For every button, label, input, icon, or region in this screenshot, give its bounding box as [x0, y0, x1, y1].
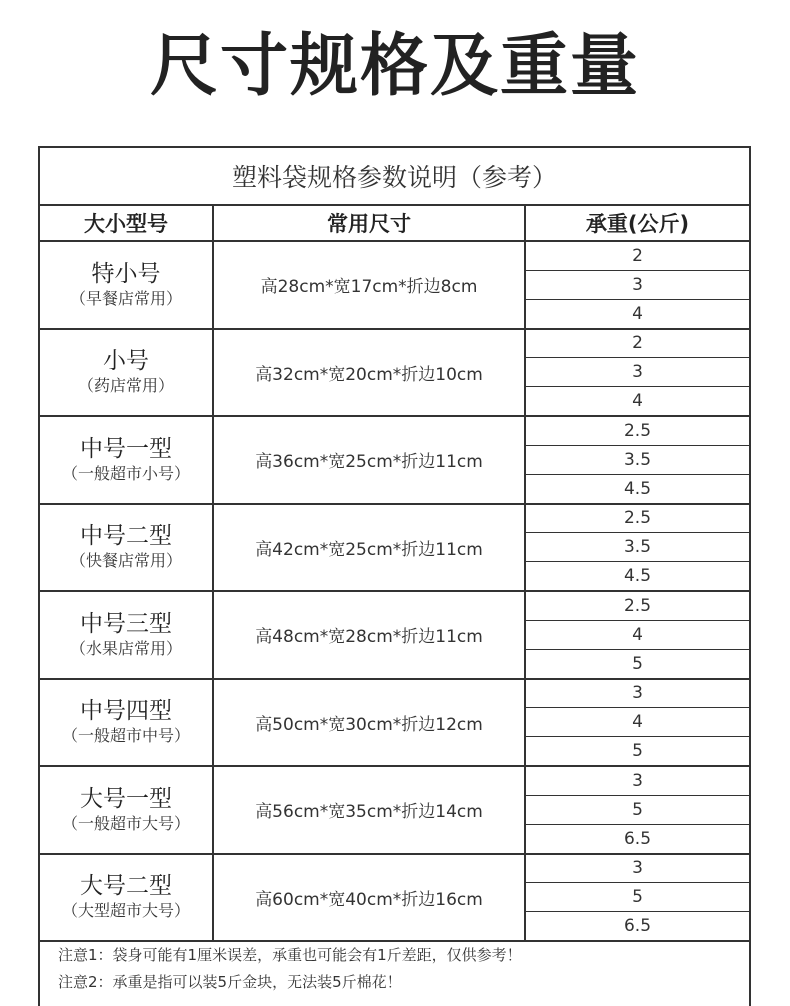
weight-cell: 3 — [632, 683, 643, 704]
model-name: 中号四型 — [80, 698, 172, 725]
model-name: 中号二型 — [80, 523, 172, 550]
model-usage: （快餐店常用） — [69, 551, 182, 571]
weight-cell: 5 — [526, 736, 749, 765]
header-model: 大小型号 — [40, 206, 214, 242]
weight-cells — [526, 680, 749, 766]
weight-cells — [526, 767, 749, 853]
weight-cells — [526, 855, 749, 941]
model-cell — [40, 417, 214, 503]
weight-cell: 3 — [526, 270, 749, 299]
model-cell — [40, 855, 214, 941]
weight-cells — [526, 330, 749, 416]
size-cell: 高60cm*宽40cm*折边16cm — [214, 855, 526, 941]
weight-cell: 3.5 — [526, 445, 749, 474]
weight-cell: 4.5 — [526, 561, 749, 590]
table-row — [40, 242, 749, 330]
weight-cells — [526, 242, 749, 328]
model-cell — [40, 592, 214, 678]
spec-table — [38, 146, 751, 1006]
size-cell: 高56cm*宽35cm*折边14cm — [214, 767, 526, 853]
weight-cell: 4 — [526, 620, 749, 649]
notes — [58, 942, 522, 996]
model-usage: （一般超市大号） — [61, 813, 190, 833]
table-row — [40, 592, 749, 680]
table-row — [40, 417, 749, 505]
weight-cell: 5 — [526, 649, 749, 678]
weight-cell: 5 — [526, 795, 749, 824]
weight-cell: 4 — [526, 299, 749, 328]
weight-cell: 4.5 — [526, 474, 749, 503]
size-cell: 高28cm*宽17cm*折边8cm — [214, 242, 526, 328]
note-1: 注意1：袋身可能有1厘米误差，承重也可能会有1斤差距，仅供参考！ — [58, 946, 522, 964]
model-usage: （早餐店常用） — [69, 288, 182, 308]
weight-cell: 6.5 — [526, 911, 749, 940]
weight-cell: 4 — [526, 707, 749, 736]
table-row — [40, 855, 749, 943]
model-name: 大号二型 — [80, 873, 172, 900]
weight-cell: 3 — [632, 858, 643, 879]
table-row — [40, 767, 749, 855]
weight-cell: 2.5 — [623, 595, 652, 616]
weight-cell: 2 — [632, 333, 643, 354]
model-usage: （大型超市大号） — [61, 901, 190, 921]
weight-cell: 2.5 — [623, 508, 652, 529]
table-row — [40, 505, 749, 593]
header-size: 常用尺寸 — [214, 206, 526, 242]
size-cell: 高36cm*宽25cm*折边11cm — [214, 417, 526, 503]
weight-cells — [526, 592, 749, 678]
weight-cell: 6.5 — [526, 824, 749, 853]
weight-cell: 2.5 — [623, 420, 652, 441]
weight-cell: 2 — [632, 245, 643, 266]
model-cell — [40, 242, 214, 328]
header-weight: 承重(公斤) — [526, 206, 749, 242]
model-usage: （药店常用） — [77, 376, 174, 396]
weight-cell: 3.5 — [526, 532, 749, 561]
weight-cell: 4 — [526, 386, 749, 415]
model-cell — [40, 505, 214, 591]
page-title: 尺寸规格及重量 — [149, 27, 640, 106]
model-cell — [40, 680, 214, 766]
size-cell: 高50cm*宽30cm*折边12cm — [214, 680, 526, 766]
weight-cells — [526, 505, 749, 591]
model-cell — [40, 767, 214, 853]
size-cell: 高42cm*宽25cm*折边11cm — [214, 505, 526, 591]
weight-cells — [526, 417, 749, 503]
model-name: 中号三型 — [80, 610, 172, 637]
size-cell: 高48cm*宽28cm*折边11cm — [214, 592, 526, 678]
model-usage: （一般超市中号） — [61, 726, 190, 746]
model-name: 小号 — [103, 348, 149, 375]
model-usage: （水果店常用） — [69, 638, 182, 658]
model-name: 大号一型 — [80, 785, 172, 812]
weight-cell: 3 — [526, 357, 749, 386]
table-caption: 塑料袋规格参数说明（参考） — [40, 148, 749, 206]
size-cell: 高32cm*宽20cm*折边10cm — [214, 330, 526, 416]
model-cell — [40, 330, 214, 416]
weight-cell: 5 — [526, 882, 749, 911]
note-2: 注意2：承重是指可以装5斤金块，无法装5斤棉花！ — [58, 973, 402, 991]
table-row — [40, 330, 749, 418]
table-row — [40, 680, 749, 768]
model-name: 特小号 — [91, 260, 161, 287]
model-usage: （一般超市小号） — [61, 463, 190, 483]
model-name: 中号一型 — [80, 435, 172, 462]
weight-cell: 3 — [632, 770, 643, 791]
